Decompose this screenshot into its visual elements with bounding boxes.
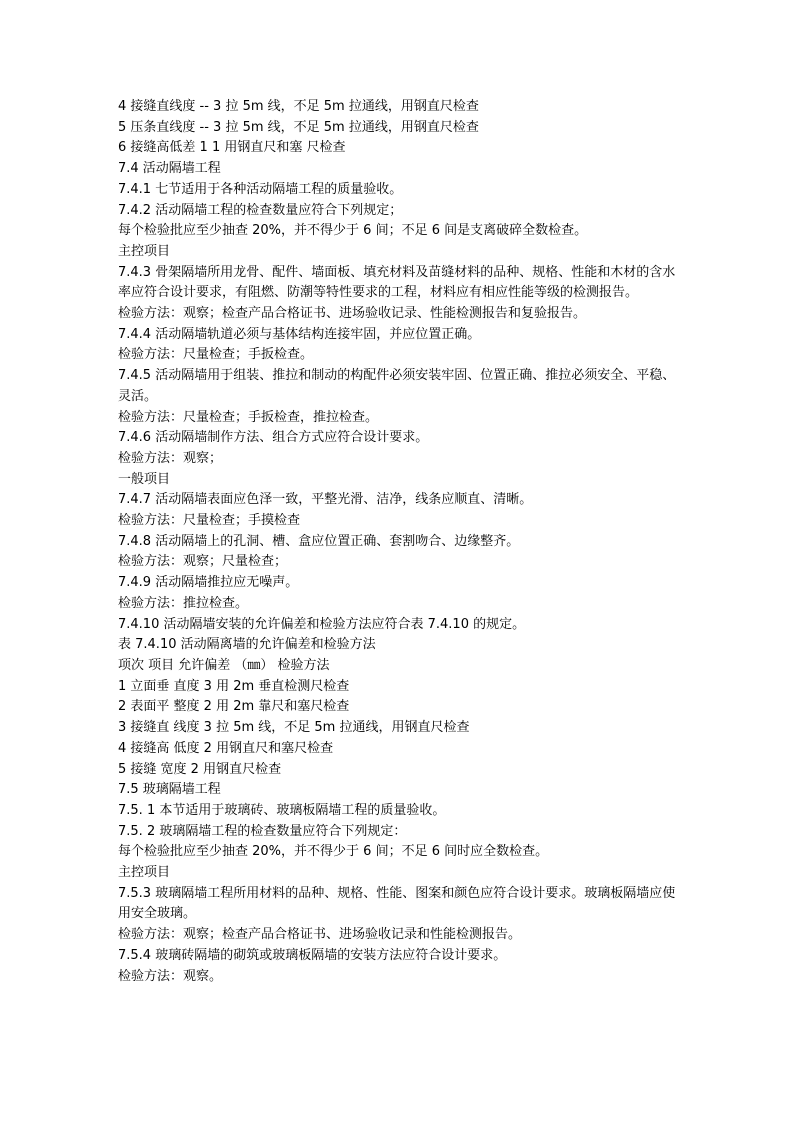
text-line: 检验方法：尺量检查；手扳检查。 xyxy=(118,347,314,363)
text-line: 检验方法：观察； xyxy=(118,450,223,466)
text-line: 7.4.4 活动隔墙轨道必须与基体结构连接牢固，并应位置正确。 xyxy=(118,326,481,342)
text-line: 6 接缝高低差 1 1 用钢直尺和塞 尺检查 xyxy=(118,140,346,156)
text-line: 7.4.8 活动隔墙上的孔洞、槽、盒应位置正确、套割吻合、边缘整齐。 xyxy=(118,533,520,549)
text-line: 检验方法：推拉检查。 xyxy=(118,595,249,611)
text-line: 7.4.1 七节适用于各种活动隔墙工程的质量验收。 xyxy=(118,181,403,197)
table-row: 3 接缝直 线度 3 拉 5m 线，不足 5m 拉通线，用钢直尺检查 xyxy=(118,720,470,736)
text-line: 4 接缝直线度 -- 3 拉 5m 线，不足 5m 拉通线，用钢直尺检查 xyxy=(118,99,479,114)
text-line: 检验方法：尺量检查；手扳检查，推拉检查。 xyxy=(118,409,379,425)
table-row: 5 接缝 宽度 2 用钢直尺检查 xyxy=(118,761,282,777)
text-line: 检验方法：观察；检查产品合格证书、进场验收记录、性能检测报告和复验报告。 xyxy=(118,306,587,322)
text-line: 7.4.10 活动隔墙安装的允许偏差和检验方法应符合表 7.4.10 的规定。 xyxy=(118,616,526,632)
table-row: 1 立面垂 直度 3 用 2m 垂直检测尺检查 xyxy=(118,678,350,694)
text-line: 5 压条直线度 -- 3 拉 5m 线，不足 5m 拉通线，用钢直尺检查 xyxy=(118,119,479,135)
text-line: 检验方法：观察；尺量检查； xyxy=(118,554,288,570)
text-line: 7.4.9 活动隔墙推拉应无噪声。 xyxy=(118,575,299,591)
document-body xyxy=(118,97,678,987)
table-caption: 表 7.4.10 活动隔离墙的允许偏差和检验方法 xyxy=(118,637,376,653)
text-line: 7.4.7 活动隔墙表面应色泽一致，平整光滑、洁净，线条应顺直、清晰。 xyxy=(118,492,533,508)
text-line: 检验方法：观察；检查产品合格证书、进场验收记录和性能检测报告。 xyxy=(118,927,522,943)
table-header-row: 项次 项目 允许偏差 （㎜） 检验方法 xyxy=(118,657,330,673)
subsection-heading: 一般项目 xyxy=(118,471,171,487)
table-row: 2 表面平 整度 2 用 2m 靠尺和塞尺检查 xyxy=(118,699,350,715)
text-line: 7.5.4 玻璃砖隔墙的砌筑或玻璃板隔墙的安装方法应符合设计要求。 xyxy=(118,947,507,963)
text-line: 检验方法：尺量检查；手摸检查 xyxy=(118,513,301,529)
table-row: 4 接缝高 低度 2 用钢直尺和塞尺检查 xyxy=(118,740,334,756)
paragraph: 7.5.3 玻璃隔墙工程所用材料的品种、规格、性能、图案和颜色应符合设计要求。玻璃板隔墙应使用安全玻璃。 xyxy=(118,885,676,922)
section-heading: 7.5 玻璃隔墙工程 xyxy=(118,782,221,798)
text-line: 7.4.6 活动隔墙制作方法、组合方式应符合设计要求。 xyxy=(118,430,429,446)
text-line: 7.5. 1 本节适用于玻璃砖、玻璃板隔墙工程的质量验收。 xyxy=(118,802,446,818)
text-line: 每个检验批应至少抽查 20%，并不得少于 6 间；不足 6 间是支离破碎全数检查。 xyxy=(118,223,588,239)
text-line: 每个检验批应至少抽查 20%，并不得少于 6 间；不足 6 间时应全数检查。 xyxy=(118,844,549,860)
section-heading: 7.4 活动隔墙工程 xyxy=(118,161,221,177)
paragraph: 7.4.5 活动隔墙用于组装、推拉和制动的构配件必须安装牢固、位置正确、推拉必须安全、平稳、灵活。 xyxy=(118,368,676,404)
text-line: 7.4.2 活动隔墙工程的检查数量应符合下列规定； xyxy=(118,202,403,218)
text-line: 检验方法：观察。 xyxy=(118,968,223,984)
subsection-heading: 主控项目 xyxy=(118,865,171,881)
text-line: 7.5. 2 玻璃隔墙工程的检查数量应符合下列规定： xyxy=(118,823,407,839)
subsection-heading: 主控项目 xyxy=(118,243,171,259)
paragraph: 7.4.3 骨架隔墙所用龙骨、配件、墙面板、填充材料及苗缝材料的品种、规格、性能和木材的含水率应符合设计要求，有阻燃、防潮等特性要求的工程，材料应有相应性能等级的检测报告。 xyxy=(118,264,676,301)
